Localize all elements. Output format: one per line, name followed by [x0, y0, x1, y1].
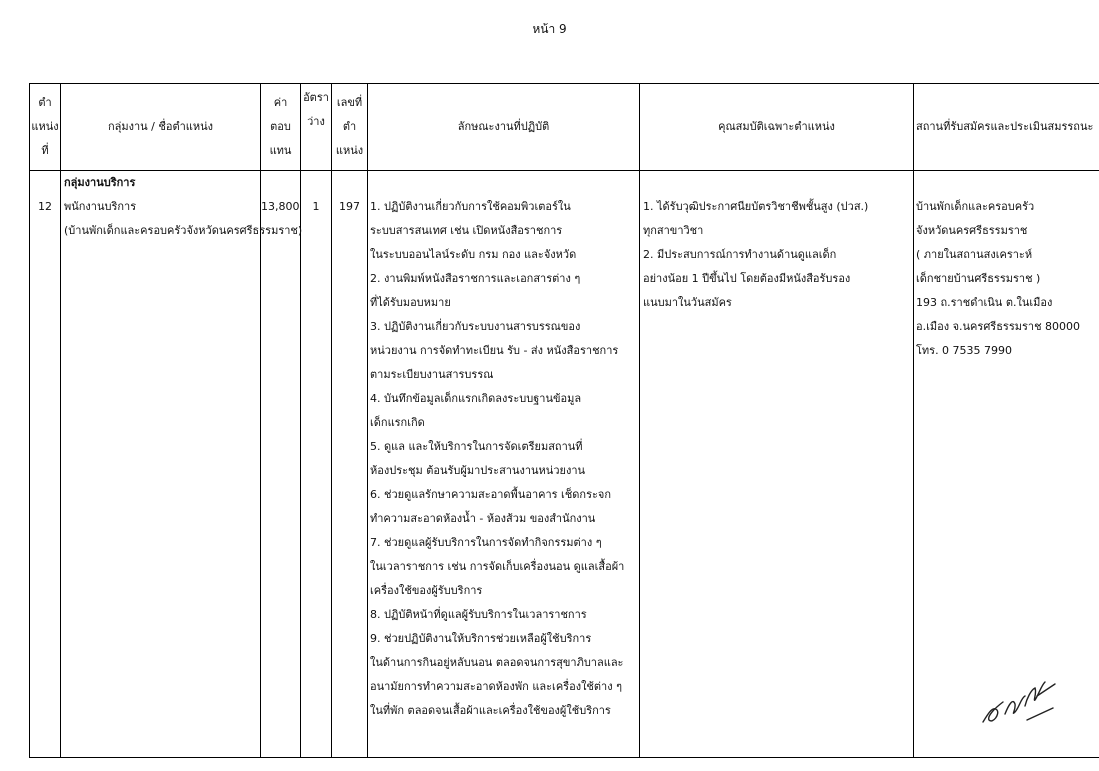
duty-line: 2. งานพิมพ์หนังสือราชการและเอกสารต่าง ๆ [370, 272, 581, 285]
duty-line: 5. ดูแล และให้บริการในการจัดเตรียมสถานที่ [370, 440, 583, 453]
group-name: กลุ่มงานบริการ [64, 176, 136, 189]
duty-line: 8. ปฏิบัติหน้าที่ดูแลผู้รับบริการในเวลาราชการ [370, 608, 587, 621]
header-place: สถานที่รับสมัครและประเมินสมรรถนะ [914, 84, 1099, 171]
place-line: เด็กชายบ้านศรีธรรมราช ) [916, 272, 1041, 285]
duty-line: 4. บันทึกข้อมูลเด็กแรกเกิดลงระบบฐานข้อมูล [370, 392, 582, 405]
duty-line: ในเวลาราชการ เช่น การจัดเก็บเครื่องนอน ดูแลเสื้อผ้า [370, 560, 625, 573]
row-salary: 13,800 [261, 171, 301, 758]
duty-line: ตามระเบียบงานสารบรรณ [370, 368, 494, 381]
qualification-line: ทุกสาขาวิชา [643, 224, 704, 237]
place-line: 193 ถ.ราชดำเนิน ต.ในเมือง [916, 296, 1053, 309]
row-position-no: 197 [332, 171, 368, 758]
header-position: กลุ่มงาน / ชื่อตำแหน่ง [61, 84, 261, 171]
row-duties [368, 171, 640, 758]
page-number: หน้า 9 [532, 22, 567, 36]
row-no: 12 [30, 171, 61, 758]
duty-line: ทำความสะอาดห้องน้ำ - ห้องส้วม ของสำนักงาน [370, 512, 596, 525]
header-position-no: เลขที่ ตำ แหน่ง [332, 84, 368, 171]
place-line: ( ภายในสถานสงเคราะห์ [916, 248, 1033, 261]
duty-line: ในด้านการกินอยู่หลับนอน ตลอดจนการสุขาภิบาลและ [370, 656, 624, 669]
header-vacancy: อัตรา ว่าง [301, 84, 332, 171]
qualification-line: 1. ได้รับวุฒิประกาศนียบัตรวิชาชีพชั้นสูง (ปวส.) [643, 200, 869, 213]
table-row [30, 171, 1099, 758]
office-name: (บ้านพักเด็กและครอบครัวจังหวัดนครศรีธรรมราช) [64, 224, 303, 237]
duty-line: 7. ช่วยดูแลผู้รับบริการในการจัดทำกิจกรรมต่าง ๆ [370, 536, 602, 549]
place-line: อ.เมือง จ.นครศรีธรรมราช 80000 [916, 320, 1081, 333]
duty-line: เครื่องใช้ของผู้รับบริการ [370, 584, 483, 597]
position-table [29, 83, 1099, 758]
duty-line: 6. ช่วยดูแลรักษาความสะอาดพื้นอาคาร เช็ดกระจก [370, 488, 612, 501]
header-qualifications: คุณสมบัติเฉพาะตำแหน่ง [640, 84, 914, 171]
duty-line: ที่ได้รับมอบหมาย [370, 296, 451, 309]
duty-line: 9. ช่วยปฏิบัติงานให้บริการช่วยเหลือผู้ใช้บริการ [370, 632, 592, 645]
duty-line: ระบบสารสนเทศ เช่น เปิดหนังสือราชการ [370, 224, 563, 237]
qualification-line: แนบมาในวันสมัคร [643, 296, 732, 309]
place-line: จังหวัดนครศรีธรรมราช [916, 224, 1028, 237]
position-title: พนักงานบริการ [64, 200, 137, 213]
header-row [30, 84, 1099, 171]
duty-line: เด็กแรกเกิด [370, 416, 425, 429]
qualification-line: อย่างน้อย 1 ปีขึ้นไป โดยต้องมีหนังสือรับรอง [643, 272, 851, 285]
place-line: บ้านพักเด็กและครอบครัว [916, 200, 1035, 213]
qualification-line: 2. มีประสบการณ์การทำงานด้านดูแลเด็ก [643, 248, 837, 261]
row-vacancy: 1 [301, 171, 332, 758]
header-duties: ลักษณะงานที่ปฏิบัติ [368, 84, 640, 171]
duty-line: ในที่พัก ตลอดจนเสื้อผ้าและเครื่องใช้ของผู้ใช้บริการ [370, 704, 611, 717]
place-line: โทร. 0 7535 7990 [916, 344, 1013, 357]
handwritten-signature [975, 662, 1060, 732]
duty-line: 3. ปฏิบัติงานเกี่ยวกับระบบงานสารบรรณของ [370, 320, 581, 333]
header-no: ตำ แหน่ง ที่ [30, 84, 61, 171]
header-salary: ค่า ตอบ แทน [261, 84, 301, 171]
duty-line: ห้องประชุม ต้อนรับผู้มาประสานงานหน่วยงาน [370, 464, 586, 477]
row-qualifications [640, 171, 914, 758]
duty-line: 1. ปฏิบัติงานเกี่ยวกับการใช้คอมพิวเตอร์ใน [370, 200, 571, 213]
duty-line: หน่วยงาน การจัดทำทะเบียน รับ - ส่ง หนังสือราชการ [370, 344, 619, 357]
duty-line: ในระบบออนไลน์ระดับ กรม กอง และจังหวัด [370, 248, 577, 261]
duty-line: อนามัยการทำความสะอาดห้องพัก และเครื่องใช้ต่าง ๆ [370, 680, 622, 693]
